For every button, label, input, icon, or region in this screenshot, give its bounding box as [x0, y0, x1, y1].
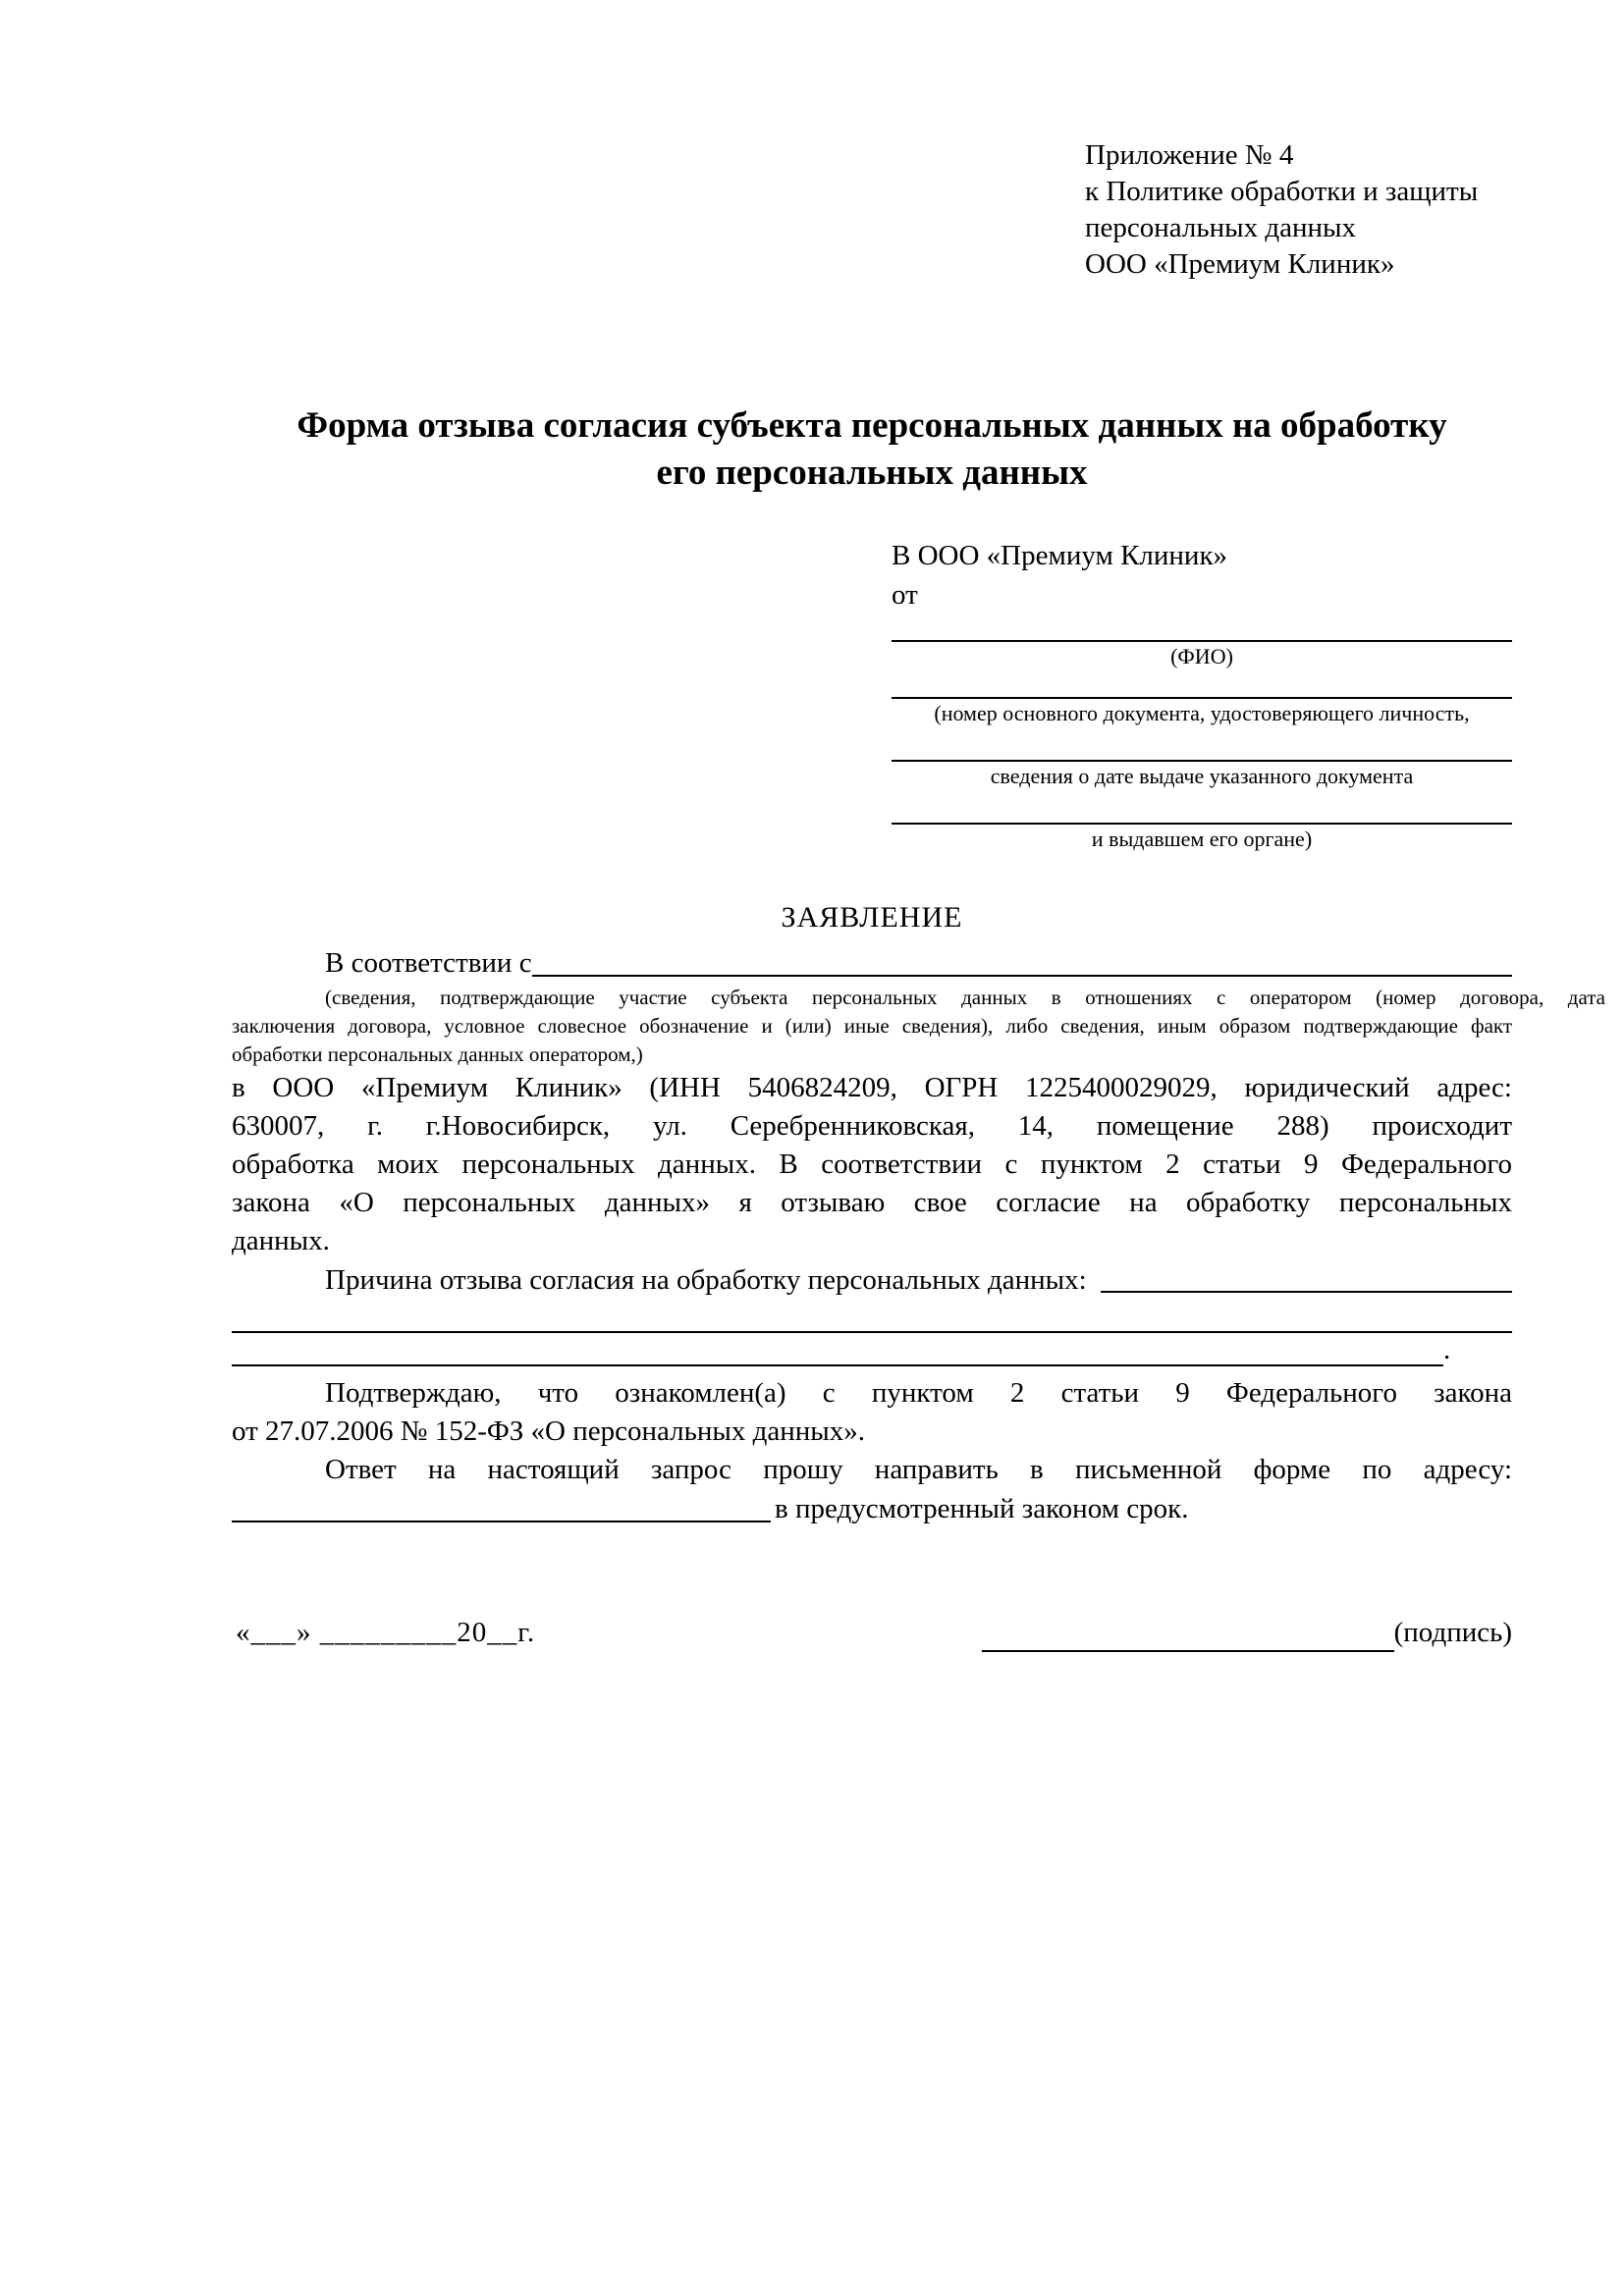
- body-line: обработка моих персональных данных. В соответствии с пунктом 2 статьи 9 Федерального: [232, 1148, 1512, 1180]
- addressee-block: [892, 536, 1512, 854]
- footnote-line: заключения договора, условное словесное обозначение и (или) иные сведения), либо сведения, иным образом подтверждающие факт: [232, 1014, 1512, 1038]
- document-number-caption: (номер основного документа, удостоверяющего личность,: [934, 701, 1470, 725]
- appendix-line: ООО «Премиум Клиник»: [1085, 248, 1395, 280]
- accordance-prefix: В соответствии с: [325, 947, 532, 979]
- issuing-authority-blank-line: [892, 791, 1512, 825]
- signature-caption: (подпись): [1393, 1617, 1512, 1648]
- footnote-line: (сведения, подтверждающие участие субъекта персональных данных в отношениях с оператором (номер договора, дата: [325, 986, 1605, 1009]
- reason-label: Причина отзыва согласия на обработку персональных данных:: [325, 1264, 1087, 1296]
- footnote-line: обработки персональных данных оператором,): [232, 1042, 643, 1066]
- reason-row: [232, 1260, 1512, 1300]
- body-paragraph: [232, 1069, 1512, 1260]
- signature-blank-line: [982, 1617, 1394, 1652]
- addressee-from-label: от: [892, 579, 918, 611]
- reply-suffix: в предусмотренный законом срок.: [775, 1493, 1189, 1524]
- footer-row: [232, 1613, 1512, 1652]
- reason-blank-line: [1101, 1260, 1512, 1293]
- document-title: [232, 402, 1512, 497]
- reason-period: .: [1443, 1334, 1451, 1365]
- document-content: [232, 137, 1605, 1652]
- body-line: данных.: [232, 1225, 330, 1256]
- footnote: [232, 984, 1605, 1069]
- issue-date-caption: сведения о дате выдаче указанного документа: [990, 764, 1414, 788]
- reply-address-row: [232, 1489, 1512, 1528]
- document-title-line2: его персональных данных: [656, 453, 1088, 493]
- body-line: закона «О персональных данных» я отзываю свое согласие на обработку персональных: [232, 1187, 1512, 1218]
- document-title-line1: Форма отзыва согласия субъекта персональных данных на обработку: [297, 405, 1447, 446]
- appendix-line: Приложение № 4: [1085, 139, 1294, 171]
- issue-date-blank-line: [892, 728, 1512, 762]
- addressee-org: В ООО «Премиум Клиник»: [892, 540, 1228, 571]
- accordance-blank-line: [532, 942, 1512, 977]
- confirmation-line: Подтверждаю, что ознакомлен(а) с пунктом 2 статьи 9 Федерального закона: [325, 1377, 1512, 1409]
- confirmation-paragraph: [232, 1374, 1512, 1451]
- fio-caption: (ФИО): [1170, 644, 1233, 668]
- appendix-line: к Политике обработки и защиты: [1085, 176, 1479, 207]
- document-number-blank-line: [892, 671, 1512, 699]
- reply-address-blank-line: [232, 1489, 771, 1522]
- date-template: «___» _________20__г.: [236, 1617, 536, 1648]
- confirmation-line: от 27.07.2006 № 152-ФЗ «О персональных данных».: [232, 1415, 866, 1447]
- accordance-row: [232, 942, 1512, 984]
- reason-blank-line-2: [232, 1300, 1512, 1333]
- issuing-authority-caption: и выдавшем его органе): [1091, 827, 1313, 851]
- reason-blank-line-3: [232, 1333, 1512, 1366]
- fio-blank-line: [892, 614, 1512, 642]
- signature-block: [982, 1613, 1512, 1652]
- body-line: в ООО «Премиум Клиник» (ИНН 5406824209, ОГРН 1225400029029, юридический адрес:: [232, 1072, 1512, 1103]
- reason-blank-line-3-rule: [232, 1333, 1443, 1366]
- reply-request-line: Ответ на настоящий запрос прошу направить в письменной форме по адресу:: [325, 1454, 1512, 1485]
- statement-heading: ЗАЯВЛЕНИЕ: [781, 901, 963, 934]
- appendix-line: персональных данных: [1085, 212, 1357, 243]
- body-line: 630007, г. г.Новосибирск, ул. Серебренниковская, 14, помещение 288) происходит: [232, 1110, 1512, 1142]
- appendix-header: [1085, 137, 1512, 283]
